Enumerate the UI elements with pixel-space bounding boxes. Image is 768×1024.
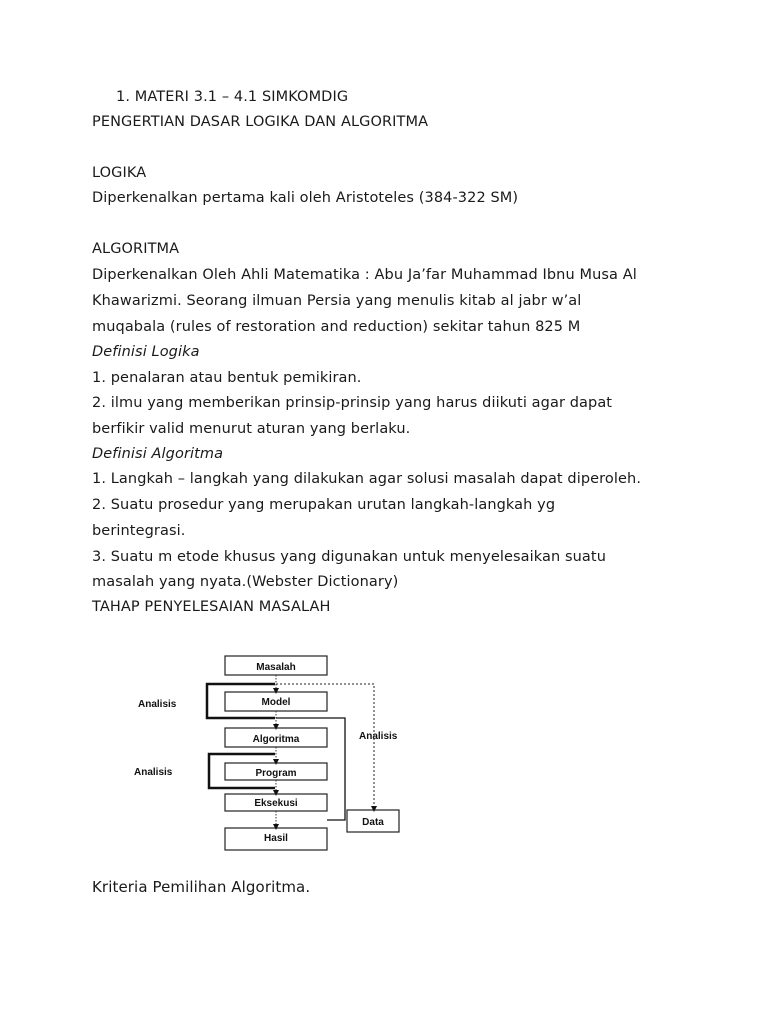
box-model-label: Model [261, 697, 291, 708]
box-program [225, 763, 327, 780]
algoritma-line: muqabala (rules of restoration and reduction) sekitar tahun 825 M [92, 319, 581, 335]
definisi-algoritma-heading: Definisi Algoritma [92, 446, 224, 462]
box-program-label: Program [255, 768, 297, 779]
algoritma-line: Khawarizmi. Seorang ilmuan Persia yang menulis kitab al jabr w’al [92, 293, 582, 309]
right-label-analisis: Analisis [359, 731, 398, 742]
box-data [347, 810, 399, 832]
box-hasil-label: Hasil [264, 833, 288, 844]
definisi-logika-heading: Definisi Logika [92, 344, 200, 360]
definisi-algoritma-line: 1. Langkah – langkah yang dilakukan agar solusi masalah dapat diperoleh. [92, 471, 642, 487]
box-algoritma [225, 728, 327, 747]
box-algoritma-label: Algoritma [252, 734, 300, 745]
main-heading [116, 88, 348, 106]
definisi-logika-line: 1. penalaran atau bentuk pemikiran. [92, 370, 362, 386]
heading-title: MATERI 3.1 – 4.1 SIMKOMDIG [134, 89, 349, 105]
heading-number: 1. [116, 89, 131, 105]
definisi-algoritma-line: 3. Suatu m etode khusus yang digunakan untuk menyelesaikan suatu [92, 549, 606, 565]
algoritma-heading: ALGORITMA [92, 241, 180, 257]
subtitle: PENGERTIAN DASAR LOGIKA DAN ALGORITMA [92, 114, 429, 130]
logika-text: Diperkenalkan pertama kali oleh Aristoteles (384-322 SM) [92, 190, 519, 206]
box-eksekusi-label: Eksekusi [254, 798, 298, 809]
box-eksekusi [225, 794, 327, 811]
definisi-logika-line: 2. ilmu yang memberikan prinsip-prinsip yang harus diikuti agar dapat [92, 395, 613, 411]
problem-solving-flow-diagram [128, 650, 418, 860]
box-masalah [225, 656, 327, 675]
algoritma-line: Diperkenalkan Oleh Ahli Matematika : Abu Ja’far Muhammad Ibnu Musa Al [92, 267, 637, 283]
box-masalah-label: Masalah [256, 662, 296, 673]
definisi-logika-line: berfikir valid menurut aturan yang berlaku. [92, 421, 411, 437]
logika-heading: LOGIKA [92, 165, 147, 181]
definisi-algoritma-line: berintegrasi. [92, 523, 186, 539]
box-data-label: Data [362, 817, 384, 828]
left-label-analisis-1: Analisis [138, 699, 177, 710]
definisi-algoritma-line: masalah yang nyata.(Webster Dictionary) [92, 574, 399, 590]
kriteria-heading: Kriteria Pemilihan Algoritma. [92, 878, 311, 896]
definisi-algoritma-line: 2. Suatu prosedur yang merupakan urutan langkah-langkah yg [92, 497, 556, 513]
tahap-heading: TAHAP PENYELESAIAN MASALAH [92, 599, 331, 615]
box-hasil [225, 828, 327, 850]
box-model [225, 692, 327, 711]
left-label-analisis-2: Analisis [134, 767, 173, 778]
